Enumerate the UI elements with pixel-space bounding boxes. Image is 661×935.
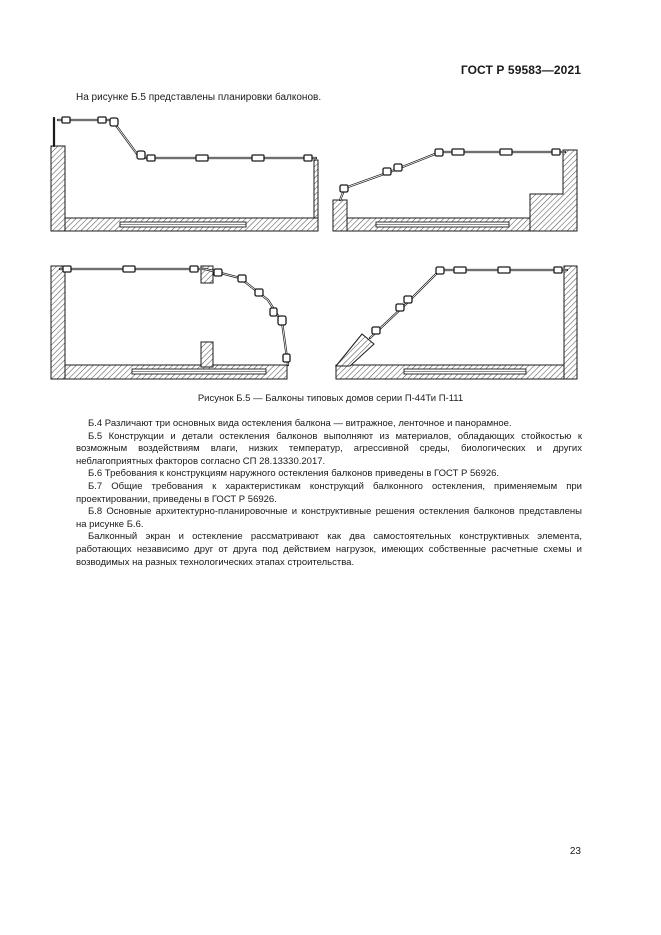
body-text (76, 418, 582, 569)
paragraph-b5: Б.5 Конструкции и детали остекления балконов выполняют из материалов, обладающих стойкостью к возможным воздействиям влаги, низких температур, агрессивной среды, биологических и других неблагоприятных факторов согласно СП 28.13330.2017. (76, 430, 582, 467)
wall-right (564, 266, 577, 379)
page-number: 23 (569, 846, 581, 857)
paragraph-b4: Б.4 Различают три основных вида остекления балкона — витражное, ленточное и панорамное. (88, 418, 512, 429)
paragraph-b6: Б.6 Требования к конструкциям наружного остекления балконов приведены в ГОСТ Р 56926. (88, 468, 500, 480)
paragraph-balcony-screen: Балконный экран и остекление рассматривают как два самостоятельных конструктивных элемента, работающих независимо друг от друга под действием нагрузок, имеющих собственные расчетные схемы и возводимых на разных технологических этапах строительства. (76, 531, 582, 568)
balcony-plan-1 (51, 117, 318, 231)
figure-caption: Рисунок Б.5 — Балконы типовых домов серии П-44Ти П-111 (197, 393, 464, 404)
glazing-line (58, 120, 316, 158)
balcony-plan-3 (51, 266, 290, 379)
paragraph-b8: Б.8 Основные архитектурно-планировочные и конструктивные решения остекления балконов представлены на рисунке Б.6. (76, 506, 582, 530)
document-header: ГОСТ Р 59583—2021 (460, 63, 581, 77)
glazing-line (340, 152, 565, 200)
paragraph-b7: Б.7 Общие требования к характеристикам конструкций балконного остекления, применяемым при проектировании, приведены в ГОСТ Р 56926. (76, 480, 582, 505)
balcony-plan-2 (333, 149, 577, 231)
wall-left (333, 200, 347, 231)
wall-right (314, 160, 318, 218)
wall-left (51, 146, 65, 231)
figure-b5 (0, 110, 661, 390)
glazing-line (60, 269, 288, 365)
column-bottom (201, 342, 213, 367)
balcony-plan-4 (336, 266, 577, 379)
wall-left (51, 266, 65, 379)
wall-diagonal (336, 334, 374, 366)
wall-right-step (530, 150, 577, 231)
intro-text: На рисунке Б.5 представлены планировки балконов. (76, 92, 322, 103)
balcony-plans-drawing (0, 110, 661, 390)
